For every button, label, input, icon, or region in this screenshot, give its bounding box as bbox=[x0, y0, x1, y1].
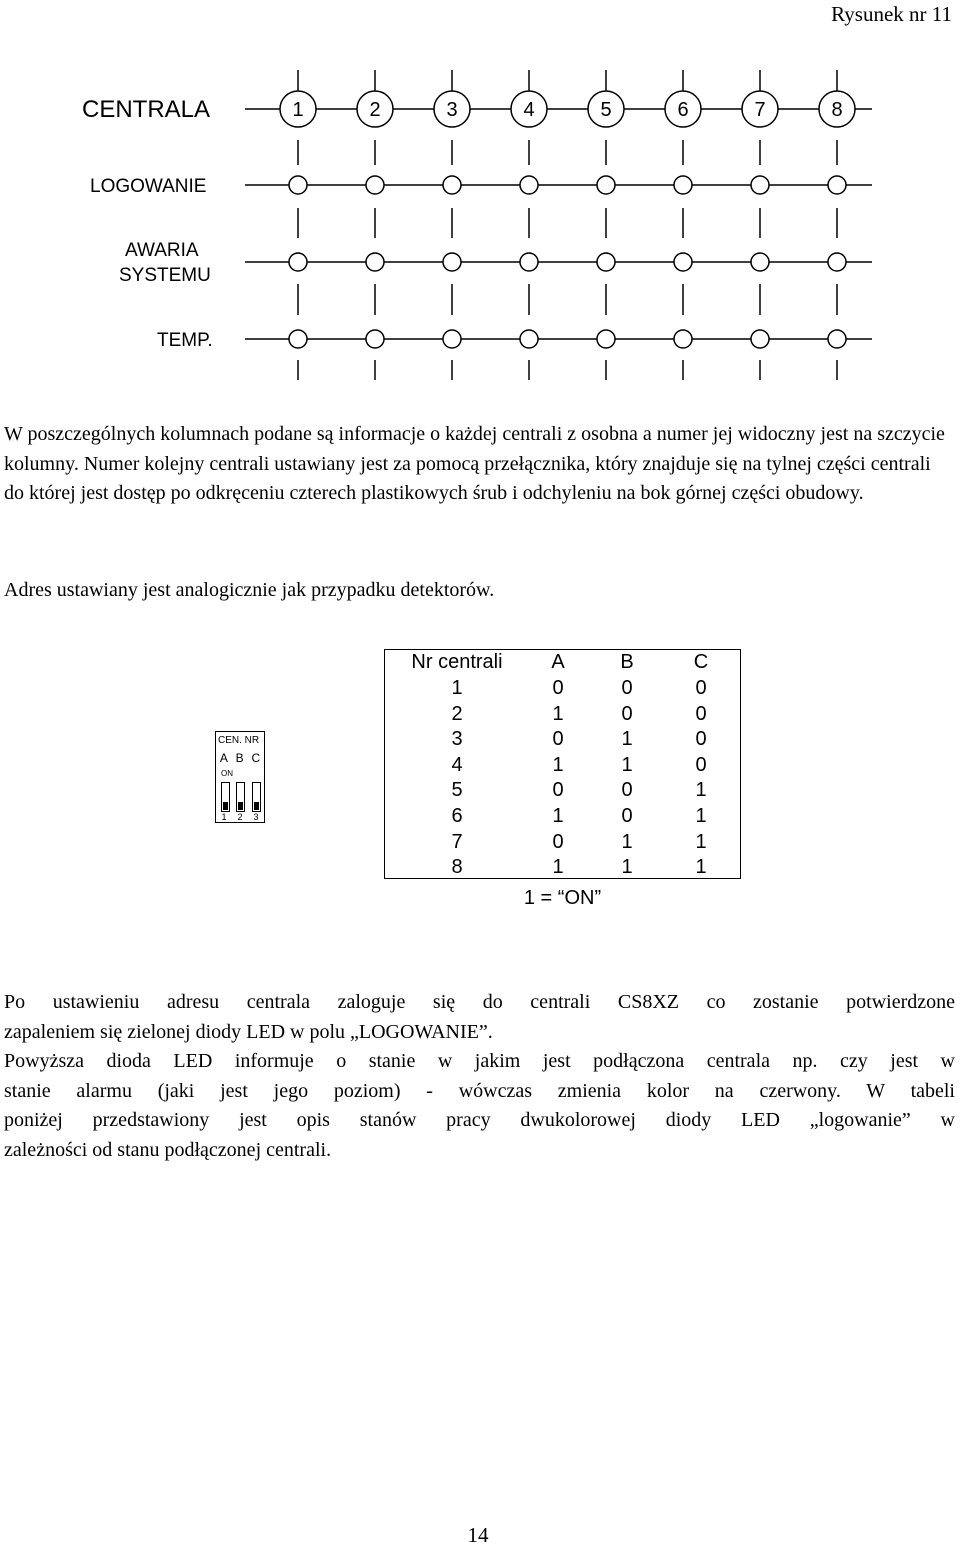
table-cell: 0 bbox=[621, 805, 633, 827]
table-header-cell: Nr centrali bbox=[411, 651, 503, 673]
table-cell: 0 bbox=[695, 702, 707, 725]
column-number: 1 bbox=[292, 99, 304, 121]
table-cell: 1 bbox=[695, 830, 707, 853]
table-cell: 2 bbox=[451, 702, 463, 725]
table-row bbox=[385, 677, 740, 703]
led-indicator bbox=[289, 253, 307, 271]
led-indicator bbox=[443, 330, 461, 348]
table-cell: 8 bbox=[451, 856, 463, 879]
paragraph-line: zależności od stanu podłączonej centrali. bbox=[4, 1138, 332, 1161]
dip-switch-3 bbox=[252, 782, 261, 812]
table-header-cell: B bbox=[620, 651, 634, 673]
table-cell: 5 bbox=[451, 779, 463, 802]
table-row bbox=[385, 831, 740, 857]
table-cell: 1 bbox=[552, 856, 564, 879]
column-number: 5 bbox=[600, 99, 612, 121]
column-number: 3 bbox=[446, 99, 458, 121]
table-cell: 0 bbox=[695, 728, 707, 751]
table-cell: 0 bbox=[552, 830, 564, 853]
table-cell: 7 bbox=[451, 830, 463, 853]
table-cell: 3 bbox=[451, 728, 463, 751]
led-indicator bbox=[828, 330, 846, 348]
table-header-row bbox=[385, 651, 740, 677]
table-row bbox=[385, 805, 740, 831]
page-number: 14 bbox=[467, 1523, 489, 1547]
table-cell: 1 bbox=[695, 856, 707, 879]
table-cell: 1 bbox=[621, 728, 633, 751]
table-cell: 1 bbox=[552, 805, 564, 827]
dip-switch-1 bbox=[221, 782, 230, 812]
paragraph-line: poniżej przedstawiony jest opis stanów pracy dwukolorowej diody LED „logowanie” w bbox=[4, 1109, 955, 1131]
table-header-cell: C bbox=[693, 651, 709, 673]
column-number: 7 bbox=[754, 99, 766, 121]
table-cell: 1 bbox=[552, 702, 564, 725]
table-cell: 0 bbox=[621, 702, 633, 725]
table-cell: 0 bbox=[695, 753, 707, 776]
table-row bbox=[385, 703, 740, 729]
led-indicator bbox=[366, 253, 384, 271]
led-indicator bbox=[751, 253, 769, 271]
table-row bbox=[385, 728, 740, 754]
row-label-temp: TEMP. bbox=[157, 330, 213, 351]
paragraph-led-description bbox=[4, 988, 955, 1165]
table-row bbox=[385, 856, 740, 882]
paragraph-line: Powyższa dioda LED informuje o stanie w jakim jest podłączona centrala np. czy jest w bbox=[4, 1050, 955, 1072]
led-indicator bbox=[597, 253, 615, 271]
table-cell: 0 bbox=[621, 779, 633, 802]
dip-switch-2 bbox=[236, 782, 245, 812]
led-panel-diagram bbox=[0, 60, 960, 390]
led-indicator bbox=[751, 330, 769, 348]
table-cell: 0 bbox=[552, 779, 564, 802]
table-cell: 1 bbox=[695, 779, 707, 802]
table-cell: 0 bbox=[552, 728, 564, 751]
paragraph-line: stanie alarmu (jaki jest jego poziom) - wówczas zmienia kolor na czerwony. W tabeli bbox=[4, 1079, 955, 1102]
led-indicator bbox=[597, 330, 615, 348]
dip-numbers bbox=[216, 812, 264, 822]
panel-grid-lines bbox=[245, 70, 872, 380]
column-number: 2 bbox=[369, 99, 381, 121]
dip-title: CEN. NR bbox=[218, 735, 260, 746]
led-indicator bbox=[597, 176, 615, 194]
table-cell: 1 bbox=[621, 830, 633, 853]
figure-label: Rysunek nr 11 bbox=[831, 2, 952, 26]
paragraph-line: zapaleniem się zielonej diody LED w polu „LOGOWANIE”. bbox=[4, 1020, 493, 1043]
table-cell: 1 bbox=[451, 677, 463, 699]
column-number: 8 bbox=[831, 99, 843, 121]
table-cell: 1 bbox=[621, 856, 633, 879]
led-indicator bbox=[751, 176, 769, 194]
led-indicator bbox=[674, 253, 692, 271]
dip-number-1: 1 bbox=[221, 812, 227, 822]
column-number: 6 bbox=[677, 99, 689, 121]
led-indicator bbox=[366, 330, 384, 348]
dip-letter-c: C bbox=[251, 751, 261, 765]
table-cell: 0 bbox=[552, 677, 564, 699]
led-indicator bbox=[520, 330, 538, 348]
led-indicator bbox=[674, 176, 692, 194]
paragraph-line: Po ustawieniu adresu centrala zaloguje się do centrali CS8XZ co zostanie potwierdzone bbox=[4, 991, 955, 1013]
table-cell: 4 bbox=[451, 753, 463, 776]
dip-switch bbox=[215, 731, 265, 823]
led-indicator bbox=[443, 253, 461, 271]
row-label-awaria: AWARIA bbox=[125, 240, 199, 261]
table-footnote: 1 = “ON” bbox=[523, 887, 602, 909]
paragraph-column-info: W poszczególnych kolumnach podane są informacje o każdej centrali z osobna a numer jej widoczny jest na szczycie kolumny. Numer kolejny centrali ustawiany jest za pomocą przełącznika, który znajduje się na tylnej części centrali do której jest dostęp po odkręceniu czterech plastikowych śrub i odchyleniu na bok górnej części obudowy. bbox=[4, 423, 945, 504]
led-indicator bbox=[289, 176, 307, 194]
panel-title: CENTRALA bbox=[82, 96, 211, 123]
dip-letter-a: A bbox=[219, 751, 228, 765]
table-cell: 0 bbox=[695, 677, 707, 699]
led-indicator bbox=[289, 330, 307, 348]
led-indicator bbox=[828, 176, 846, 194]
dip-letter-b: B bbox=[235, 751, 244, 765]
table-row bbox=[385, 779, 740, 805]
table-cell: 0 bbox=[621, 677, 633, 699]
column-number: 4 bbox=[523, 99, 535, 121]
table-cell: 1 bbox=[695, 805, 707, 827]
table-cell: 6 bbox=[451, 805, 463, 827]
led-indicator bbox=[674, 330, 692, 348]
dip-number-3: 3 bbox=[253, 812, 259, 822]
paragraph-address: Adres ustawiany jest analogicznie jak przypadku detektorów. bbox=[4, 579, 495, 601]
row-label-logowanie: LOGOWANIE bbox=[90, 176, 207, 197]
row-label-systemu: SYSTEMU bbox=[119, 265, 211, 286]
dip-on-label: ON bbox=[221, 769, 233, 778]
led-indicator bbox=[366, 176, 384, 194]
dip-number-2: 2 bbox=[237, 812, 243, 822]
led-indicator bbox=[828, 253, 846, 271]
dip-letters bbox=[216, 751, 264, 765]
table-cell: 1 bbox=[621, 753, 633, 776]
address-table bbox=[384, 649, 741, 879]
led-indicator bbox=[520, 253, 538, 271]
table-cell: 1 bbox=[552, 753, 564, 776]
led-indicator bbox=[520, 176, 538, 194]
led-indicator bbox=[443, 176, 461, 194]
table-header-cell: A bbox=[551, 651, 565, 673]
table-row bbox=[385, 754, 740, 780]
